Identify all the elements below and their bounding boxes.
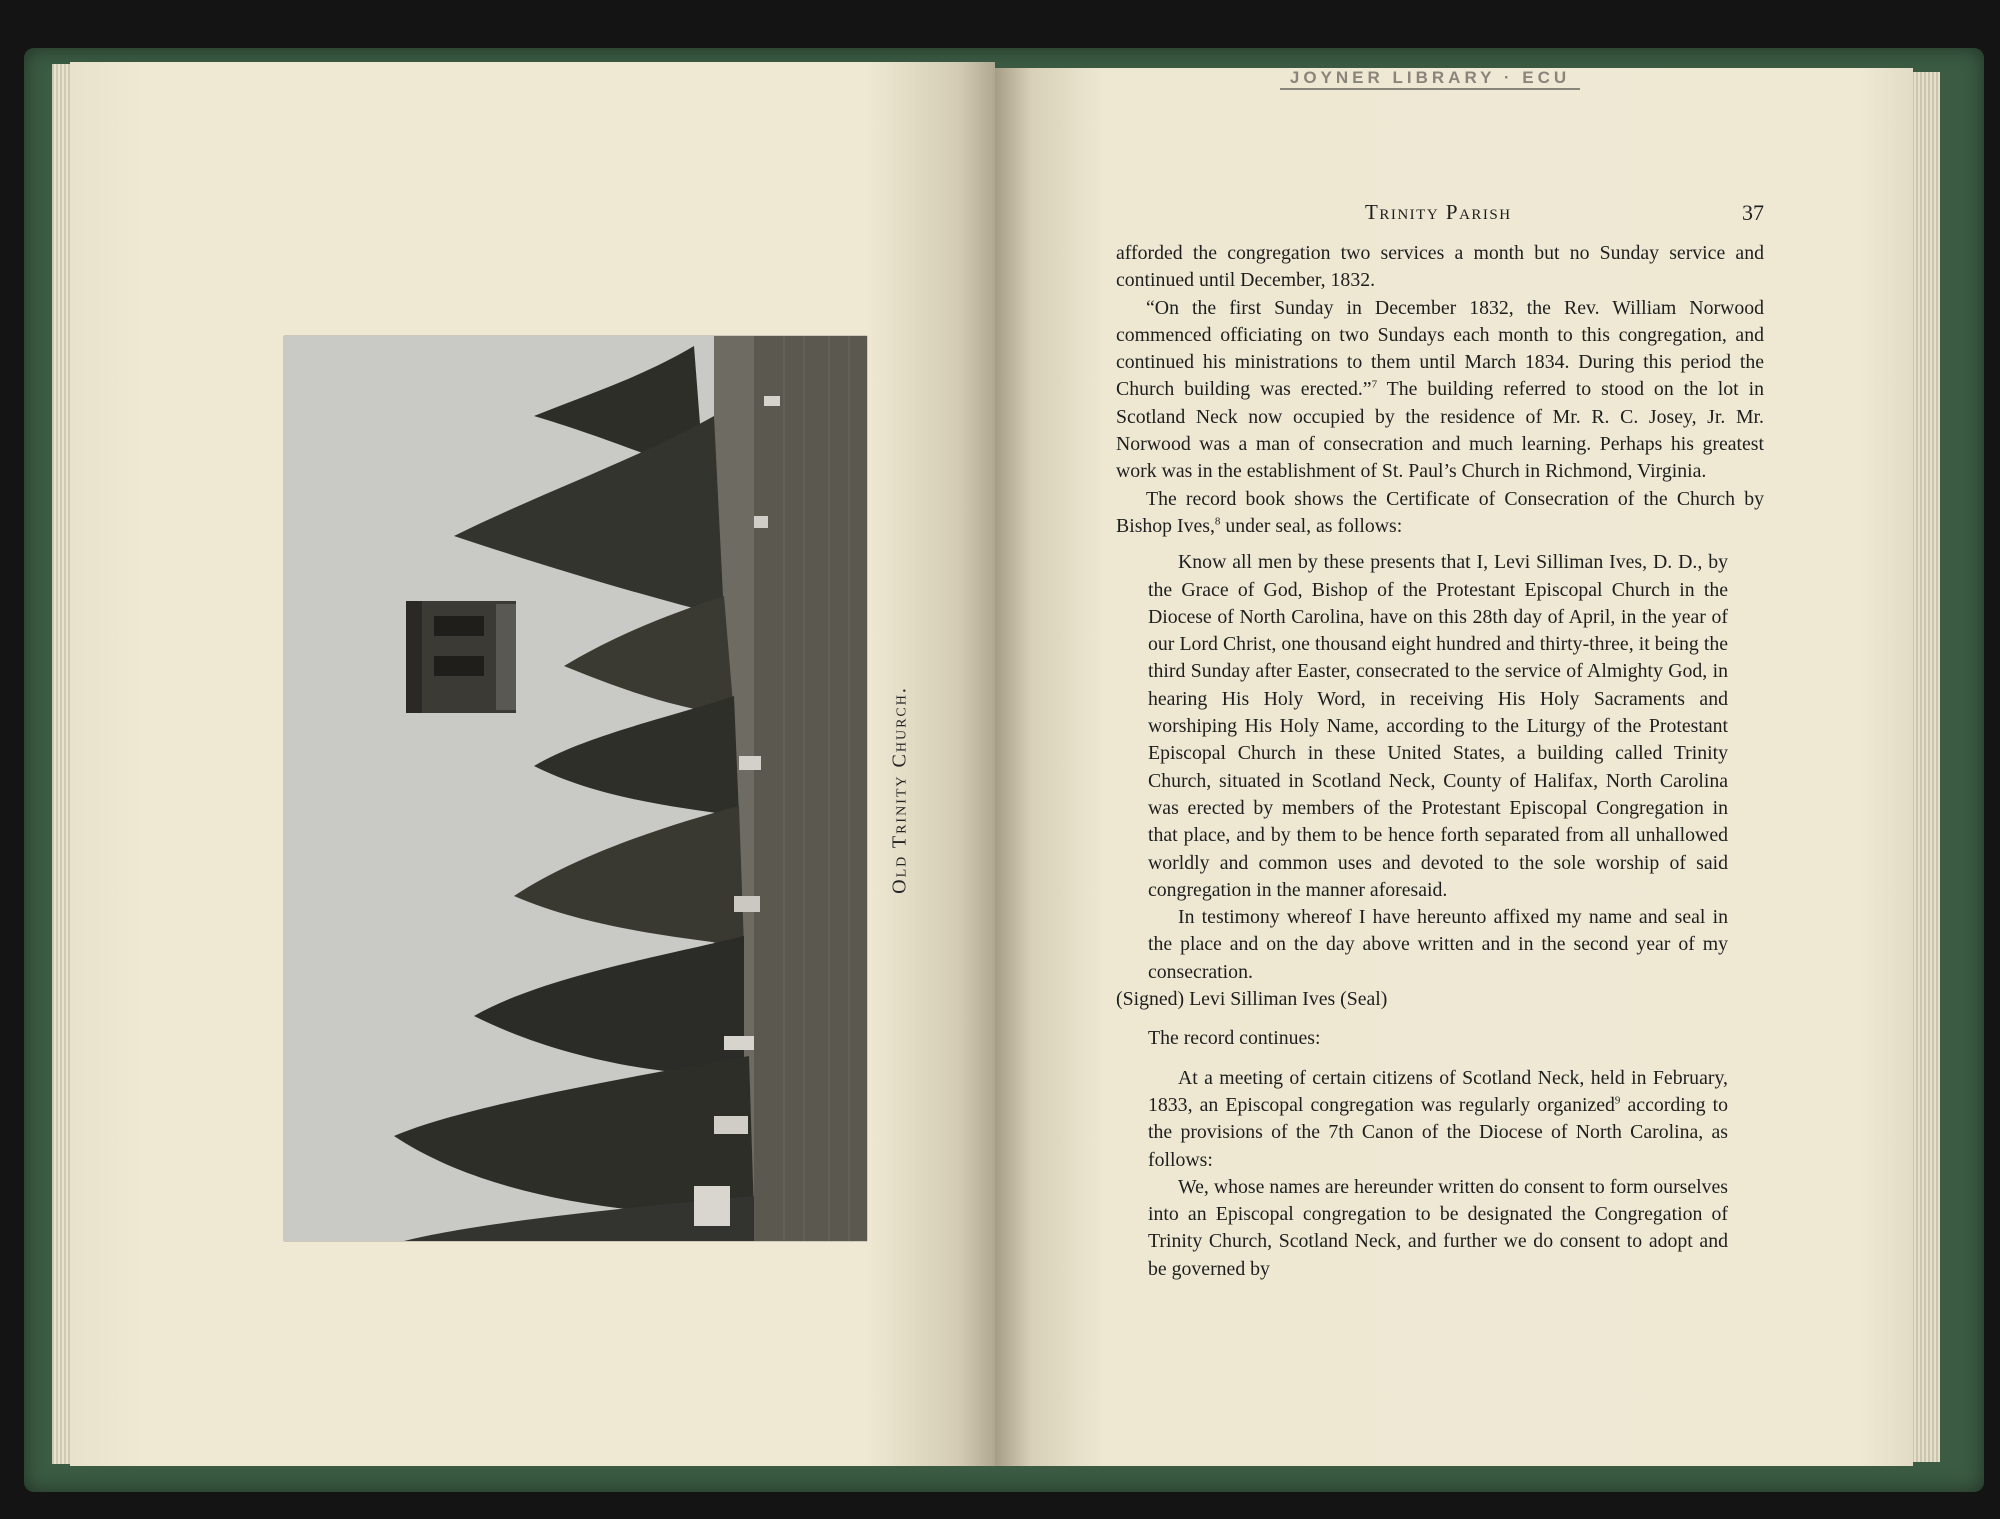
photo-caption-text: Old Trinity Church. <box>888 686 911 894</box>
church-photo <box>284 336 867 1241</box>
library-stamp: JOYNER LIBRARY · ECU <box>1280 68 1580 90</box>
page-edges-left <box>52 64 72 1464</box>
body-text <box>1116 240 1764 1283</box>
quote-meeting-cont: according to the provisions of the 7th Canon of the Diocese of North Carolina, as follows: <box>1148 1093 1729 1171</box>
page-number: 37 <box>1742 200 1764 225</box>
quote-meeting-text: At a meeting of certain citizens of Scotland Neck, held in February, 1833, an Episcopal congregation was regularly organized <box>1148 1066 1728 1116</box>
spacer-2 <box>1116 1053 1764 1065</box>
paragraph-3-text: The record book shows the Certificate of Consecration of the Church by Bishop Ives, <box>1116 487 1764 537</box>
paragraph-3 <box>1116 486 1764 541</box>
running-title: Trinity Parish <box>1365 200 1512 224</box>
quote-testimony: In testimony whereof I have hereunto affixed my name and seal in the place and on the day above written and in the second year of my consecration. <box>1148 906 1728 983</box>
paragraph-2 <box>1116 295 1764 486</box>
footnote-ref-8: 8 <box>1214 515 1221 528</box>
spacer <box>1116 1013 1764 1025</box>
paragraph-2-cont: The building referred to stood on the lot in Scotland Neck now occupied by the residence of Mr. R. C. Josey, Jr. Mr. Norwood was a man of consecration and much learning. Perhaps his greatest work was in the establishment of St. Paul’s Church in Richmond, Virginia. <box>1116 378 1764 483</box>
quote-consecration: Know all men by these presents that I, Levi Silliman Ives, D. D., by the Grace of God, Bishop of the Protestant Episcopal Church in the Diocese of North Carolina, have on this 28th day of April, in the year of our Lord Christ, one thousand eight hundred and thirty-three, it being the third Sunday after Easter, consecrated to the service of Almighty God, in hearing His Holy Word, in receiving His Holy Sacraments and worshiping His Holy Name, according to the Liturgy of the Protestant Episcopal Church in these United States, a building called Trinity Church, situated in Scotland Neck, County of Halifax, North Carolina was erected by members of the Protestant Episcopal Congregation in that place, and by them to be hence forth separated from all unhallowed worldly and common uses and devoted to the sole worship of said congregation in the manner aforesaid. <box>1148 551 1728 901</box>
paragraph-1: afforded the congregation two services a month but no Sunday service and continued until December, 1832. <box>1116 242 1764 292</box>
signature-line: (Signed) Levi Silliman Ives (Seal) <box>1116 988 1388 1011</box>
footnote-ref-7: 7 <box>1371 378 1378 391</box>
running-head <box>1110 200 1764 230</box>
paragraph-4: The record continues: <box>1148 1027 1321 1050</box>
quote-consent: We, whose names are hereunder written do consent to form ourselves into an Episcopal congregation to be designated the Congregation of Trinity Church, Scotland Neck, and further we do consent to adopt and be governed by <box>1148 1175 1728 1280</box>
paragraph-3-cont: under seal, as follows: <box>1220 514 1403 537</box>
paragraph-2-quote: “On the first Sunday in December 1832, the Rev. William Norwood commenced officiating on two Sundays each month to this congregation, and continued his ministrations to them until March 1834. During this period the Church building was erected.” <box>1116 296 1764 401</box>
church-photo-illustration <box>284 336 867 1241</box>
page-edges-right <box>1910 72 1940 1462</box>
quote-meeting <box>1148 1065 1728 1174</box>
footnote-ref-9: 9 <box>1614 1094 1621 1107</box>
